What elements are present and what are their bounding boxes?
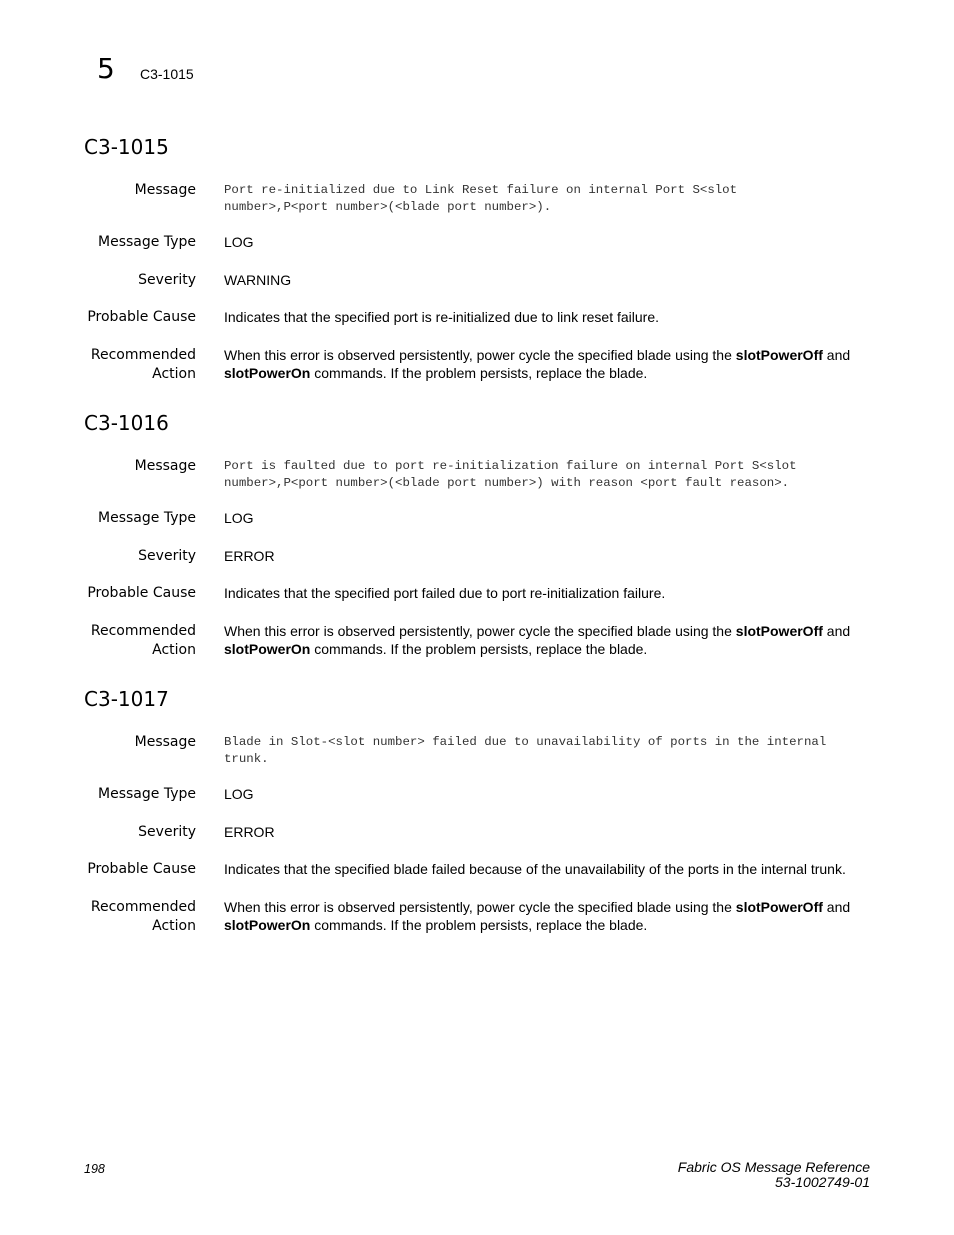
action-text: When this error is observed persistently, power cycle the specified blade using the: [224, 623, 736, 639]
message-line-2: number>,P<port number>(<blade port number>) with reason <port fault reason>.: [224, 476, 790, 490]
action-text: commands. If the problem persists, replace the blade.: [310, 641, 648, 657]
message-label: Message: [134, 458, 196, 474]
message-text: [224, 182, 874, 216]
command-slotpoweroff: slotPowerOff: [735, 623, 823, 639]
section-title: C3-1015: [84, 135, 169, 159]
footer-doc-info: [678, 1160, 870, 1190]
severity-value: ERROR: [224, 548, 275, 564]
action-label-line: Action: [152, 918, 196, 934]
recommended-action-label: [91, 346, 196, 384]
command-slotpoweroff: slotPowerOff: [735, 899, 823, 915]
message-line-1: Blade in Slot-<slot number> failed due to unavailability of ports in the internal: [224, 735, 827, 749]
command-slotpoweron: slotPowerOn: [224, 641, 311, 657]
chapter-title: C3-1015: [140, 66, 194, 82]
command-slotpoweroff: slotPowerOff: [735, 347, 823, 363]
action-text: and: [822, 899, 851, 915]
message-type-value: LOG: [224, 234, 254, 250]
probable-cause-label: Probable Cause: [87, 861, 196, 877]
message-line-1: Port re-initialized due to Link Reset failure on internal Port S<slot: [224, 183, 738, 197]
recommended-action-value: [224, 346, 874, 382]
message-line-2: trunk.: [224, 752, 269, 766]
probable-cause-label: Probable Cause: [87, 585, 196, 601]
message-text: [224, 734, 874, 768]
doc-number: 53-1002749-01: [775, 1174, 870, 1190]
probable-cause-value: Indicates that the specified port is re-initialized due to link reset failure.: [224, 309, 660, 325]
recommended-label-line: Recommended: [90, 899, 196, 915]
message-type-value: LOG: [224, 510, 254, 526]
recommended-action-value: [224, 898, 874, 934]
message-label: Message: [134, 182, 196, 198]
message-type-label: Message Type: [98, 510, 196, 526]
section-title: C3-1016: [84, 411, 169, 435]
page-number: 198: [84, 1162, 105, 1176]
chapter-number: 5: [97, 52, 115, 85]
command-slotpoweron: slotPowerOn: [224, 365, 311, 381]
action-text: commands. If the problem persists, replace the blade.: [310, 365, 648, 381]
severity-value: WARNING: [224, 272, 292, 288]
action-text: When this error is observed persistently, power cycle the specified blade using the: [224, 899, 736, 915]
message-type-label: Message Type: [98, 786, 196, 802]
message-line-1: Port is faulted due to port re-initialization failure on internal Port S<slot: [224, 459, 797, 473]
action-text: and: [822, 623, 851, 639]
action-text: When this error is observed persistently, power cycle the specified blade using the: [224, 347, 736, 363]
severity-value: ERROR: [224, 824, 275, 840]
section-title: C3-1017: [84, 687, 169, 711]
probable-cause-value: Indicates that the specified blade failed because of the unavailability of the ports in the internal trunk.: [224, 861, 846, 877]
command-slotpoweron: slotPowerOn: [224, 917, 311, 933]
recommended-action-value: [224, 622, 874, 658]
severity-label: Severity: [138, 272, 196, 288]
doc-title: Fabric OS Message Reference: [677, 1159, 870, 1175]
recommended-action-label: [91, 898, 196, 936]
message-type-value: LOG: [224, 786, 254, 802]
message-text: [224, 458, 874, 492]
severity-label: Severity: [138, 824, 196, 840]
message-label: Message: [134, 734, 196, 750]
message-type-label: Message Type: [98, 234, 196, 250]
action-label-line: Action: [152, 642, 196, 658]
probable-cause-label: Probable Cause: [87, 309, 196, 325]
action-label-line: Action: [152, 366, 196, 382]
severity-label: Severity: [138, 548, 196, 564]
recommended-action-label: [91, 622, 196, 660]
recommended-label-line: Recommended: [90, 623, 196, 639]
action-text: and: [822, 347, 851, 363]
recommended-label-line: Recommended: [90, 347, 196, 363]
probable-cause-value: Indicates that the specified port failed due to port re-initialization failure.: [224, 585, 666, 601]
action-text: commands. If the problem persists, replace the blade.: [310, 917, 648, 933]
message-line-2: number>,P<port number>(<blade port number>).: [224, 200, 552, 214]
